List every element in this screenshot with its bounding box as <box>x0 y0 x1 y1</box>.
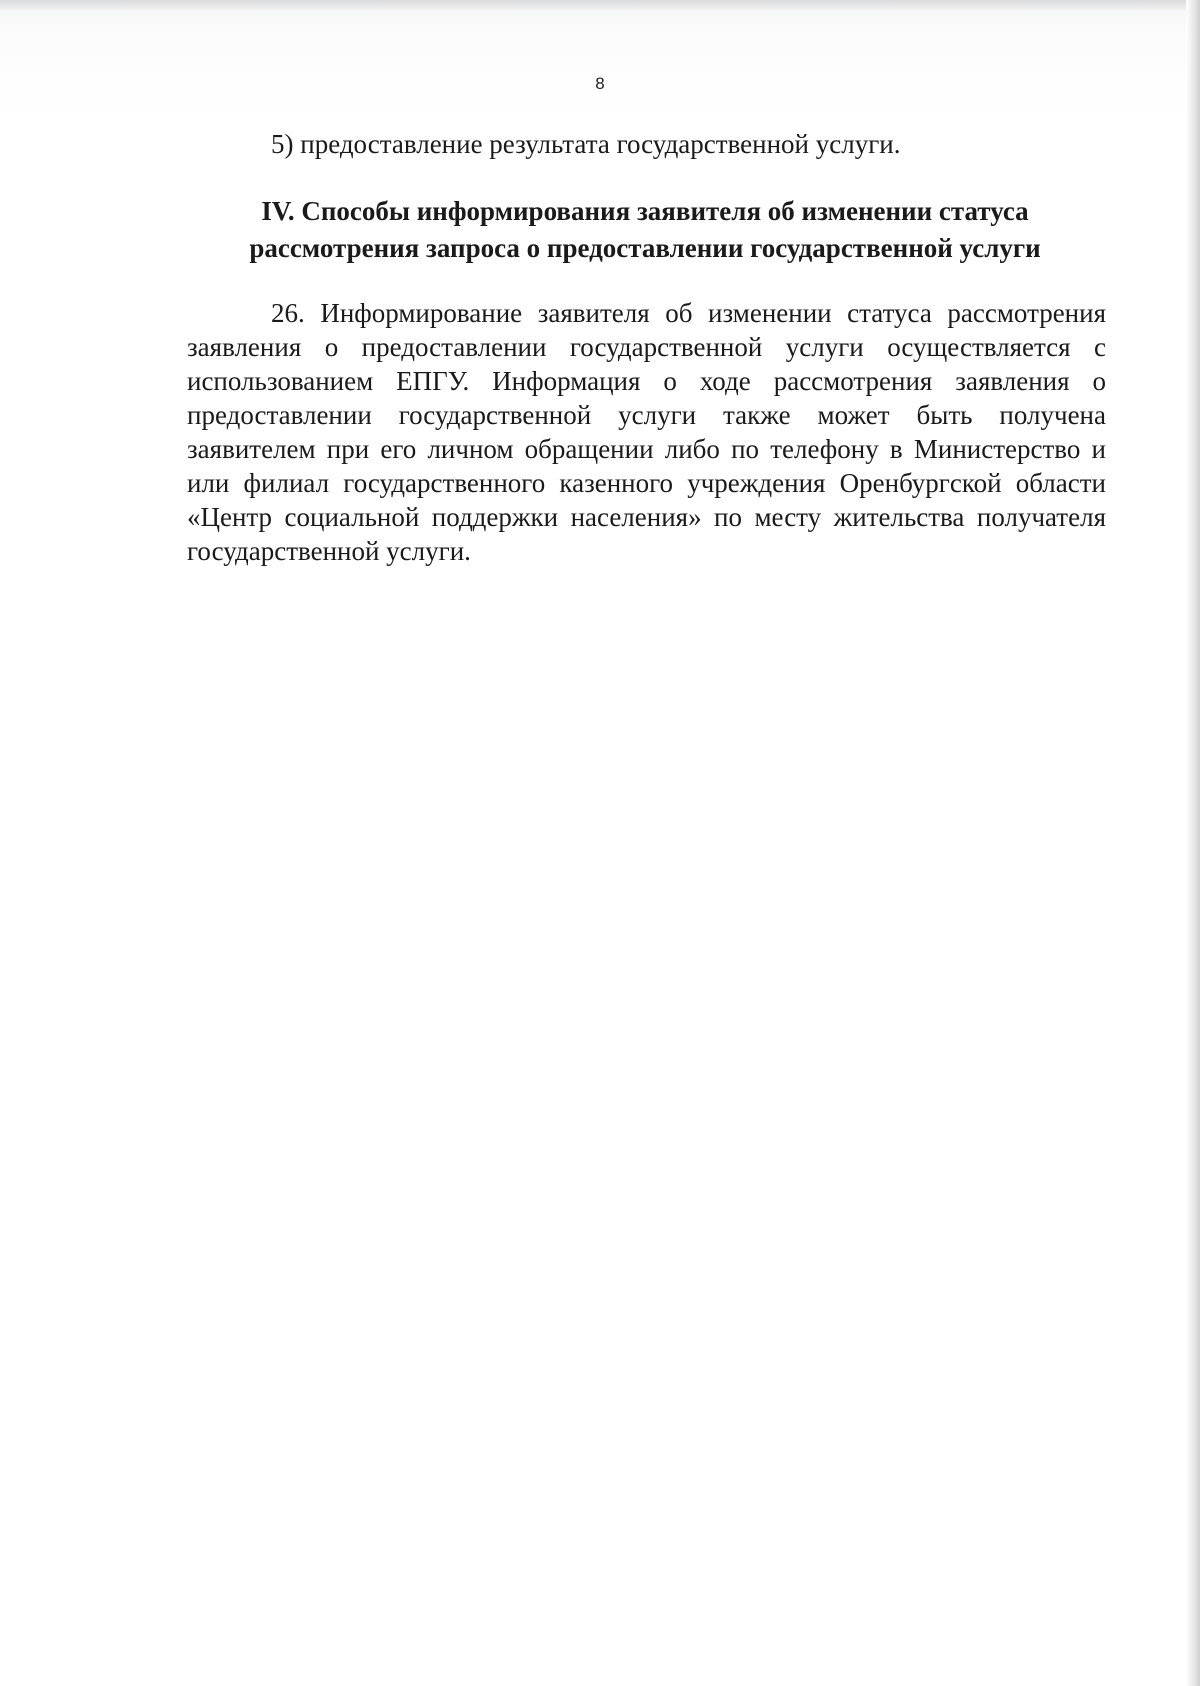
paragraph-26 <box>187 296 1106 568</box>
scan-right-edge <box>1186 0 1200 1686</box>
section-heading <box>190 193 1100 267</box>
scan-top-edge <box>0 0 1200 10</box>
section-heading-line-2: рассмотрения запроса о предоставлении государственной услуги <box>249 233 1041 263</box>
paragraph-line: использованием ЕПГУ. Информация о ходе рассмотрения заявления о <box>187 366 1106 396</box>
list-item-5: 5) предоставление результата государственной услуги. <box>271 129 901 159</box>
paragraph-line: предоставлении государственной услуги также может быть получена <box>187 400 1106 430</box>
paragraph-line: заявителем при его личном обращении либо по телефону в Министерство и <box>187 434 1106 464</box>
paragraph-line: государственной услуги. <box>187 536 471 566</box>
paragraph-line: заявления о предоставлении государственной услуги осуществляется с <box>187 332 1106 362</box>
paragraph-line: или филиал государственного казенного учреждения Оренбургской области <box>187 468 1106 498</box>
paragraph-line: 26. Информирование заявителя об изменении статуса рассмотрения <box>271 298 1106 328</box>
page-number: 8 <box>595 74 605 93</box>
paragraph-line: «Центр социальной поддержки населения» по месту жительства получателя <box>187 502 1106 532</box>
section-heading-line-1: IV. Способы информирования заявителя об изменении статуса <box>261 196 1029 226</box>
